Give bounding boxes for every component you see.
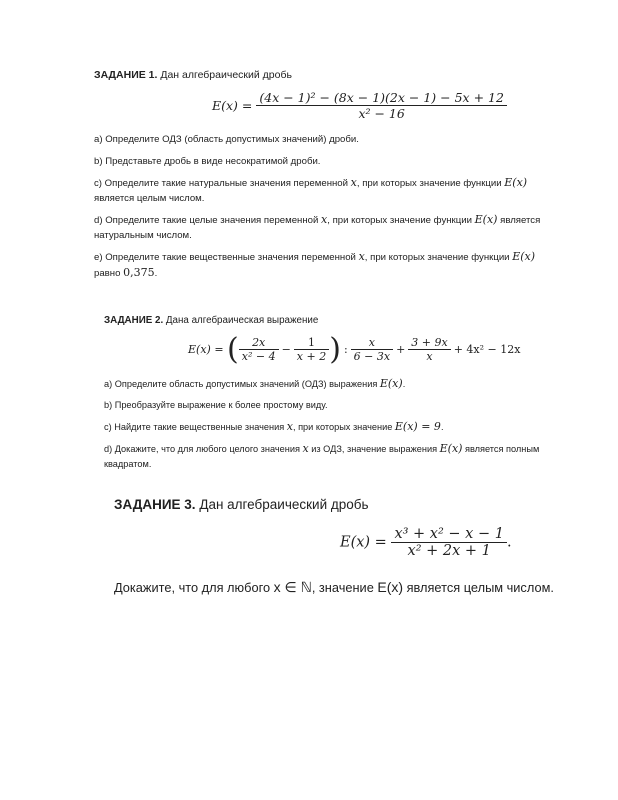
formula-period: . xyxy=(506,534,512,551)
item-text: из ОДЗ, значение выражения xyxy=(308,444,440,454)
left-paren: ( xyxy=(227,332,239,367)
item-text: , при которых значение xyxy=(292,422,395,432)
task-1-title: Дан алгебраический дробь xyxy=(160,69,292,81)
fraction-denominator: x² − 4 xyxy=(239,349,279,363)
minus-sign: − xyxy=(281,343,291,356)
fraction-2 xyxy=(294,336,329,363)
task-1-item-b xyxy=(94,154,584,169)
formula-lhs: E(x) = xyxy=(188,343,224,356)
statement-text: Докажите, что для любого xyxy=(114,580,274,595)
formula-lhs: E(x) = xyxy=(212,98,253,113)
item-text: натуральным числом. xyxy=(94,230,192,241)
fraction-numerator: 3 + 9x xyxy=(411,336,448,349)
fraction-numerator: x³ + x² − x − 1 xyxy=(394,526,504,542)
task-1-items xyxy=(94,132,584,281)
item-text: является xyxy=(497,215,541,226)
formula-fraction xyxy=(391,526,507,559)
item-text: b) Представьте дробь в виде несократимой дроби. xyxy=(94,156,321,167)
statement-text: , значение xyxy=(311,580,378,595)
item-text: d) Докажите, что для любого целого значения xyxy=(104,444,303,454)
item-text: a) Определите ОДЗ (область допустимых значений) дроби. xyxy=(94,134,359,145)
task-1-heading xyxy=(94,68,292,82)
item-text: равно xyxy=(94,268,124,279)
task-2-label: ЗАДАНИЕ 2. xyxy=(104,315,164,326)
item-text: e) Определите такие вещественные значения переменной xyxy=(94,252,359,263)
item-text: c) Найдите такие вещественные значения xyxy=(104,422,287,432)
task-3-label: ЗАДАНИЕ 3. xyxy=(114,497,196,512)
plus-sign: + xyxy=(396,343,406,356)
math-function: E(x) xyxy=(474,213,498,226)
right-paren: ) xyxy=(329,332,341,367)
task-1-item-c xyxy=(94,175,584,206)
task-1-formula xyxy=(212,90,507,121)
fraction-numerator: (4x − 1)² − (8x − 1)(2x − 1) − 5x + 12 xyxy=(259,90,504,105)
fraction-denominator: x + 2 xyxy=(294,349,329,363)
fraction-denominator: x² − 16 xyxy=(256,105,507,121)
math-function: E(x) xyxy=(512,250,536,263)
math-variable: x xyxy=(350,176,357,189)
math-value: 0,375 xyxy=(123,266,155,279)
math-membership: x ∈ ℕ xyxy=(273,579,312,595)
math-function: E(x) xyxy=(379,377,403,390)
item-text: квадратом. xyxy=(104,459,152,469)
item-text: . xyxy=(154,268,158,279)
math-variable: x xyxy=(302,442,309,455)
task-2-item-b xyxy=(104,398,584,413)
item-text: a) Определите область допустимых значений (ОДЗ) выражения xyxy=(104,379,380,389)
item-text: b) Преобразуйте выражение к более простому виду. xyxy=(104,400,328,410)
item-text: , при которых значение функции xyxy=(327,215,475,226)
item-text: является целым числом. xyxy=(94,193,205,204)
task-1-label: ЗАДАНИЕ 1. xyxy=(94,69,158,81)
item-text: c) Определите такие натуральные значения переменной xyxy=(94,178,351,189)
math-function: E(x) xyxy=(439,442,463,455)
fraction-1 xyxy=(239,336,279,363)
fraction-numerator: x xyxy=(368,336,375,349)
item-text: . xyxy=(440,422,444,432)
task-2-formula xyxy=(188,332,523,367)
math-variable: x xyxy=(286,420,293,433)
task-2-item-c xyxy=(104,419,584,435)
math-variable: x xyxy=(358,250,365,263)
fraction-3 xyxy=(351,336,393,363)
item-text: , при которых значение функции xyxy=(356,178,505,189)
task-3-heading xyxy=(114,496,369,514)
task-1-item-a xyxy=(94,132,584,147)
math-function: E(x) xyxy=(377,579,404,595)
math-function: E(x) xyxy=(504,176,528,189)
fraction-numerator: 1 xyxy=(308,336,315,349)
task-3-statement xyxy=(114,578,554,597)
item-text: d) Определите такие целые значения переменной xyxy=(94,215,322,226)
division-sign: : xyxy=(343,343,348,356)
math-equation: E(x) = 9 xyxy=(394,420,441,433)
task-2-title: Дана алгебраическая выражение xyxy=(165,315,319,326)
math-variable: x xyxy=(321,213,328,226)
item-text: является полным xyxy=(462,444,540,454)
fraction-numerator: 2x xyxy=(252,336,266,349)
task-1-item-d xyxy=(94,212,584,243)
task-3-formula xyxy=(340,526,512,559)
task-2-heading xyxy=(104,314,318,328)
formula-fraction xyxy=(256,90,507,121)
fraction-denominator: 6 − 3x xyxy=(351,349,393,363)
fraction-denominator: x² + 2x + 1 xyxy=(391,542,507,559)
fraction-denominator: x xyxy=(408,349,450,363)
statement-text: является целым числом. xyxy=(403,580,554,595)
task-2-items xyxy=(104,376,584,472)
formula-tail: + 4x² − 12x xyxy=(453,343,521,356)
task-2-item-d xyxy=(104,441,584,472)
task-1-item-e xyxy=(94,249,584,281)
item-text: , при которых значение функции xyxy=(364,252,513,263)
task-3-title: Дан алгебраический дробь xyxy=(199,497,369,512)
fraction-4 xyxy=(408,336,450,363)
formula-lhs: E(x) = xyxy=(340,534,387,551)
task-2-item-a xyxy=(104,376,584,392)
item-text: . xyxy=(402,379,406,389)
